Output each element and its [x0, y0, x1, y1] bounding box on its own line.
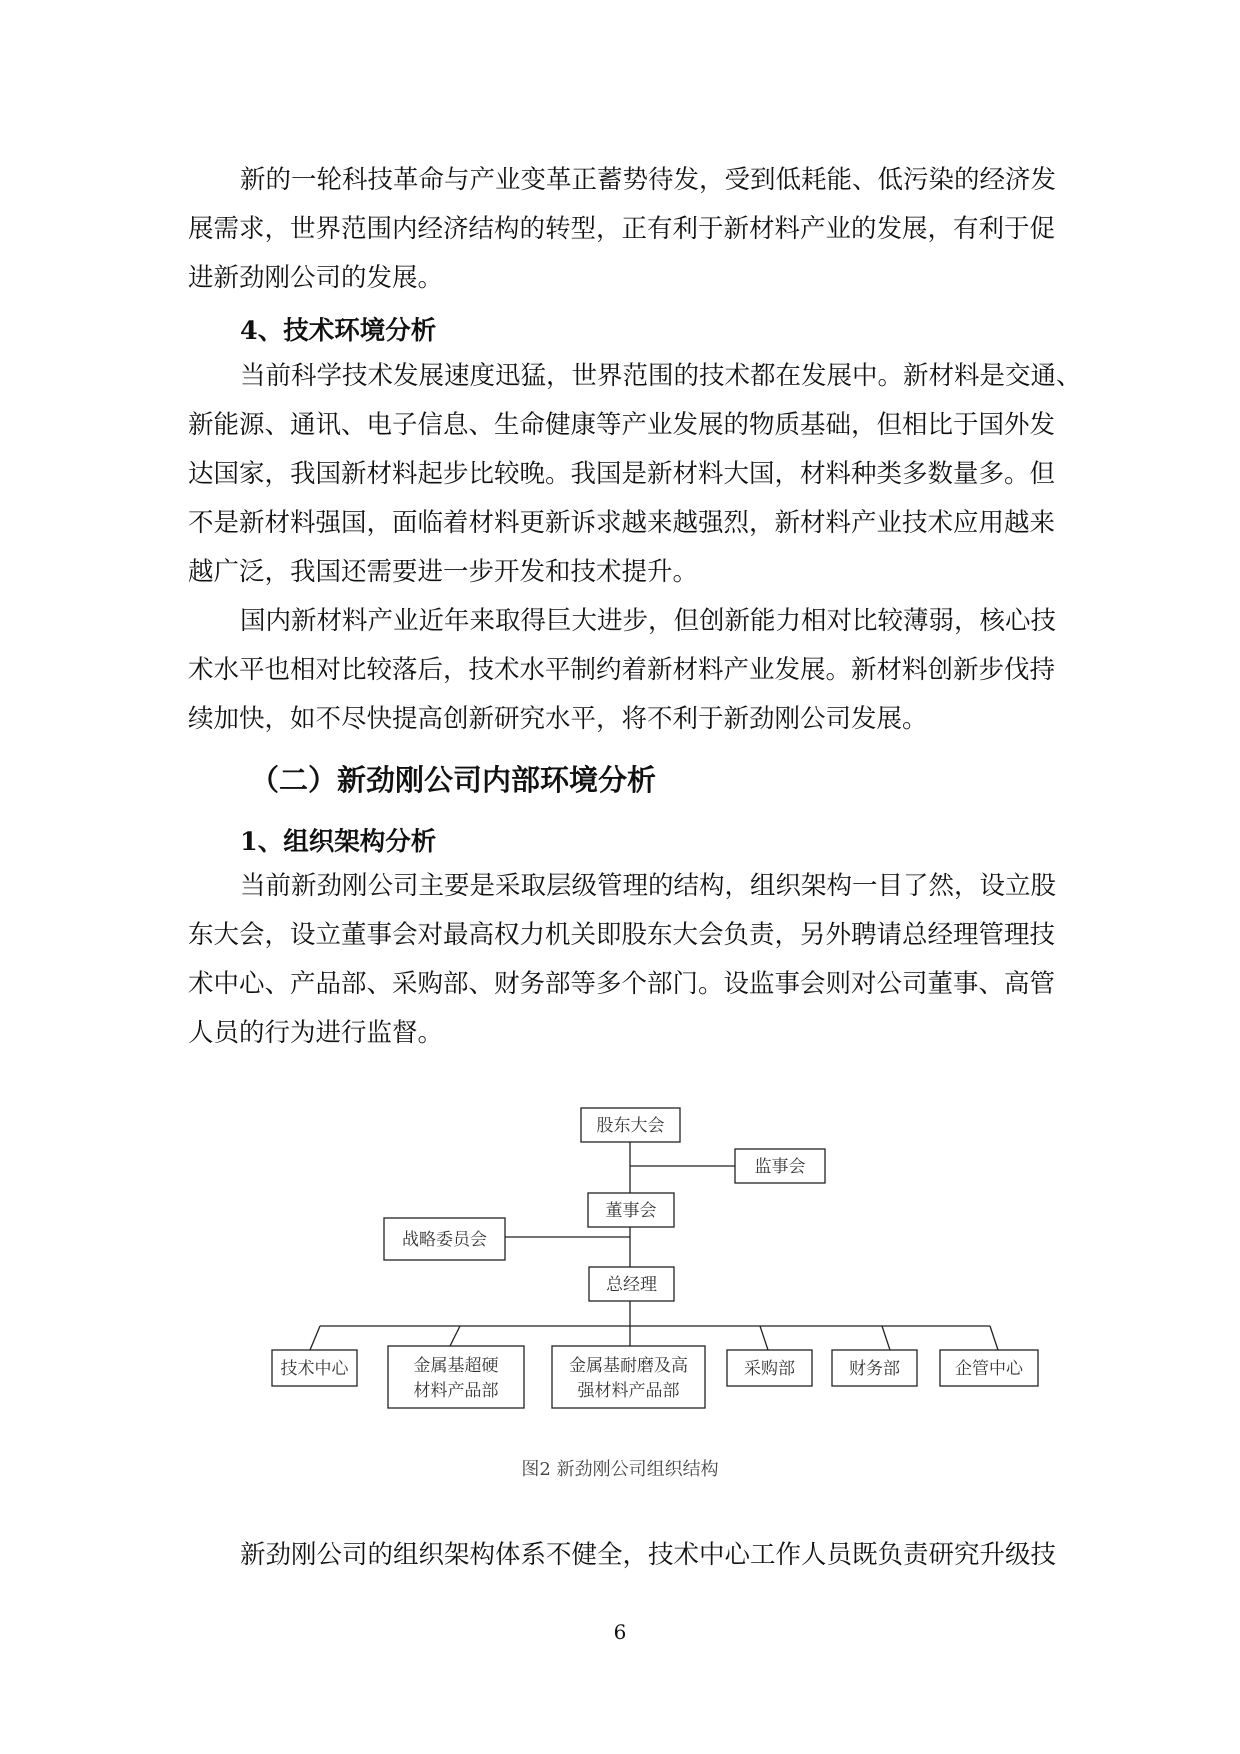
org-node-label: 股东大会 — [596, 1116, 665, 1136]
text-line: 续加快，如不尽快提高创新研究水平，将不利于新劲刚公司发展。 — [188, 704, 928, 734]
paragraph-domestic-industry — [188, 597, 1068, 744]
org-node-label: 财务部 — [849, 1359, 900, 1379]
org-node-label: 强材料产品部 — [577, 1381, 680, 1401]
heading-org-analysis: 1、组织架构分析 — [240, 827, 437, 857]
text-line: 新劲刚公司的组织架构体系不健全，技术中心工作人员既负责研究升级技 — [240, 1540, 1057, 1570]
connector-dept — [760, 1326, 768, 1350]
heading-internal-env: （二）新劲刚公司内部环境分析 — [250, 763, 657, 797]
org-node-label: 材料产品部 — [413, 1381, 499, 1401]
org-node-label: 监事会 — [754, 1157, 806, 1177]
paragraph-economy — [188, 156, 1068, 303]
org-node-label: 战略委员会 — [402, 1230, 487, 1250]
org-node-label: 金属基耐磨及高 — [569, 1356, 688, 1376]
figure-caption: 图2 新劲刚公司组织结构 — [521, 1459, 719, 1480]
text-line: 人员的行为进行监督。 — [188, 1018, 444, 1048]
paragraph-tech-env — [188, 352, 1082, 597]
text-line: 国内新材料产业近年来取得巨大进步，但创新能力相对比较薄弱，核心技 — [240, 606, 1057, 636]
org-node-label: 总经理 — [606, 1275, 657, 1295]
org-node-label: 金属基超硬 — [413, 1356, 499, 1376]
text-line: 术水平也相对比较落后，技术水平制约着新材料产业发展。新材料创新步伐持 — [188, 655, 1056, 685]
paragraph-org-deficiency — [188, 1531, 1068, 1580]
text-line: 新能源、通讯、电子信息、生命健康等产业发展的物质基础，但相比于国外发 — [188, 410, 1056, 440]
connector-dept — [990, 1326, 998, 1350]
org-node-label: 采购部 — [744, 1359, 795, 1379]
text-line: 越广泛，我国还需要进一步开发和技术提升。 — [188, 557, 699, 587]
paragraph-org-structure — [188, 862, 1068, 1058]
heading-tech-env: 4、技术环境分析 — [240, 316, 437, 346]
text-line: 东大会，设立董事会对最高权力机关即股东大会负责，另外聘请总经理管理技 — [188, 920, 1056, 950]
connector-dept — [882, 1326, 890, 1350]
text-line: 不是新材料强国，面临着材料更新诉求越来越强烈，新材料产业技术应用越来 — [188, 508, 1056, 538]
page-number: 6 — [613, 1620, 627, 1644]
text-line: 新的一轮科技革命与产业变革正蓄势待发，受到低耗能、低污染的经济发 — [240, 165, 1057, 195]
text-line: 当前科学技术发展速度迅猛，世界范围的技术都在发展中。新材料是交通、 — [240, 361, 1082, 391]
org-chart — [260, 1105, 1050, 1420]
text-line: 进新劲刚公司的发展。 — [188, 263, 444, 293]
org-node-label: 董事会 — [605, 1201, 657, 1221]
org-node-label: 技术中心 — [280, 1359, 349, 1379]
connector-dept — [310, 1326, 320, 1350]
text-line: 达国家，我国新材料起步比较晚。我国是新材料大国，材料种类多数量多。但 — [188, 459, 1056, 489]
text-line: 术中心、产品部、采购部、财务部等多个部门。设监事会则对公司董事、高管 — [188, 969, 1056, 999]
text-line: 当前新劲刚公司主要是采取层级管理的结构，组织架构一目了然，设立股 — [240, 871, 1057, 901]
text-line: 展需求，世界范围内经济结构的转型，正有利于新材料产业的发展，有利于促 — [188, 214, 1056, 244]
org-node-label: 企管中心 — [955, 1359, 1023, 1379]
